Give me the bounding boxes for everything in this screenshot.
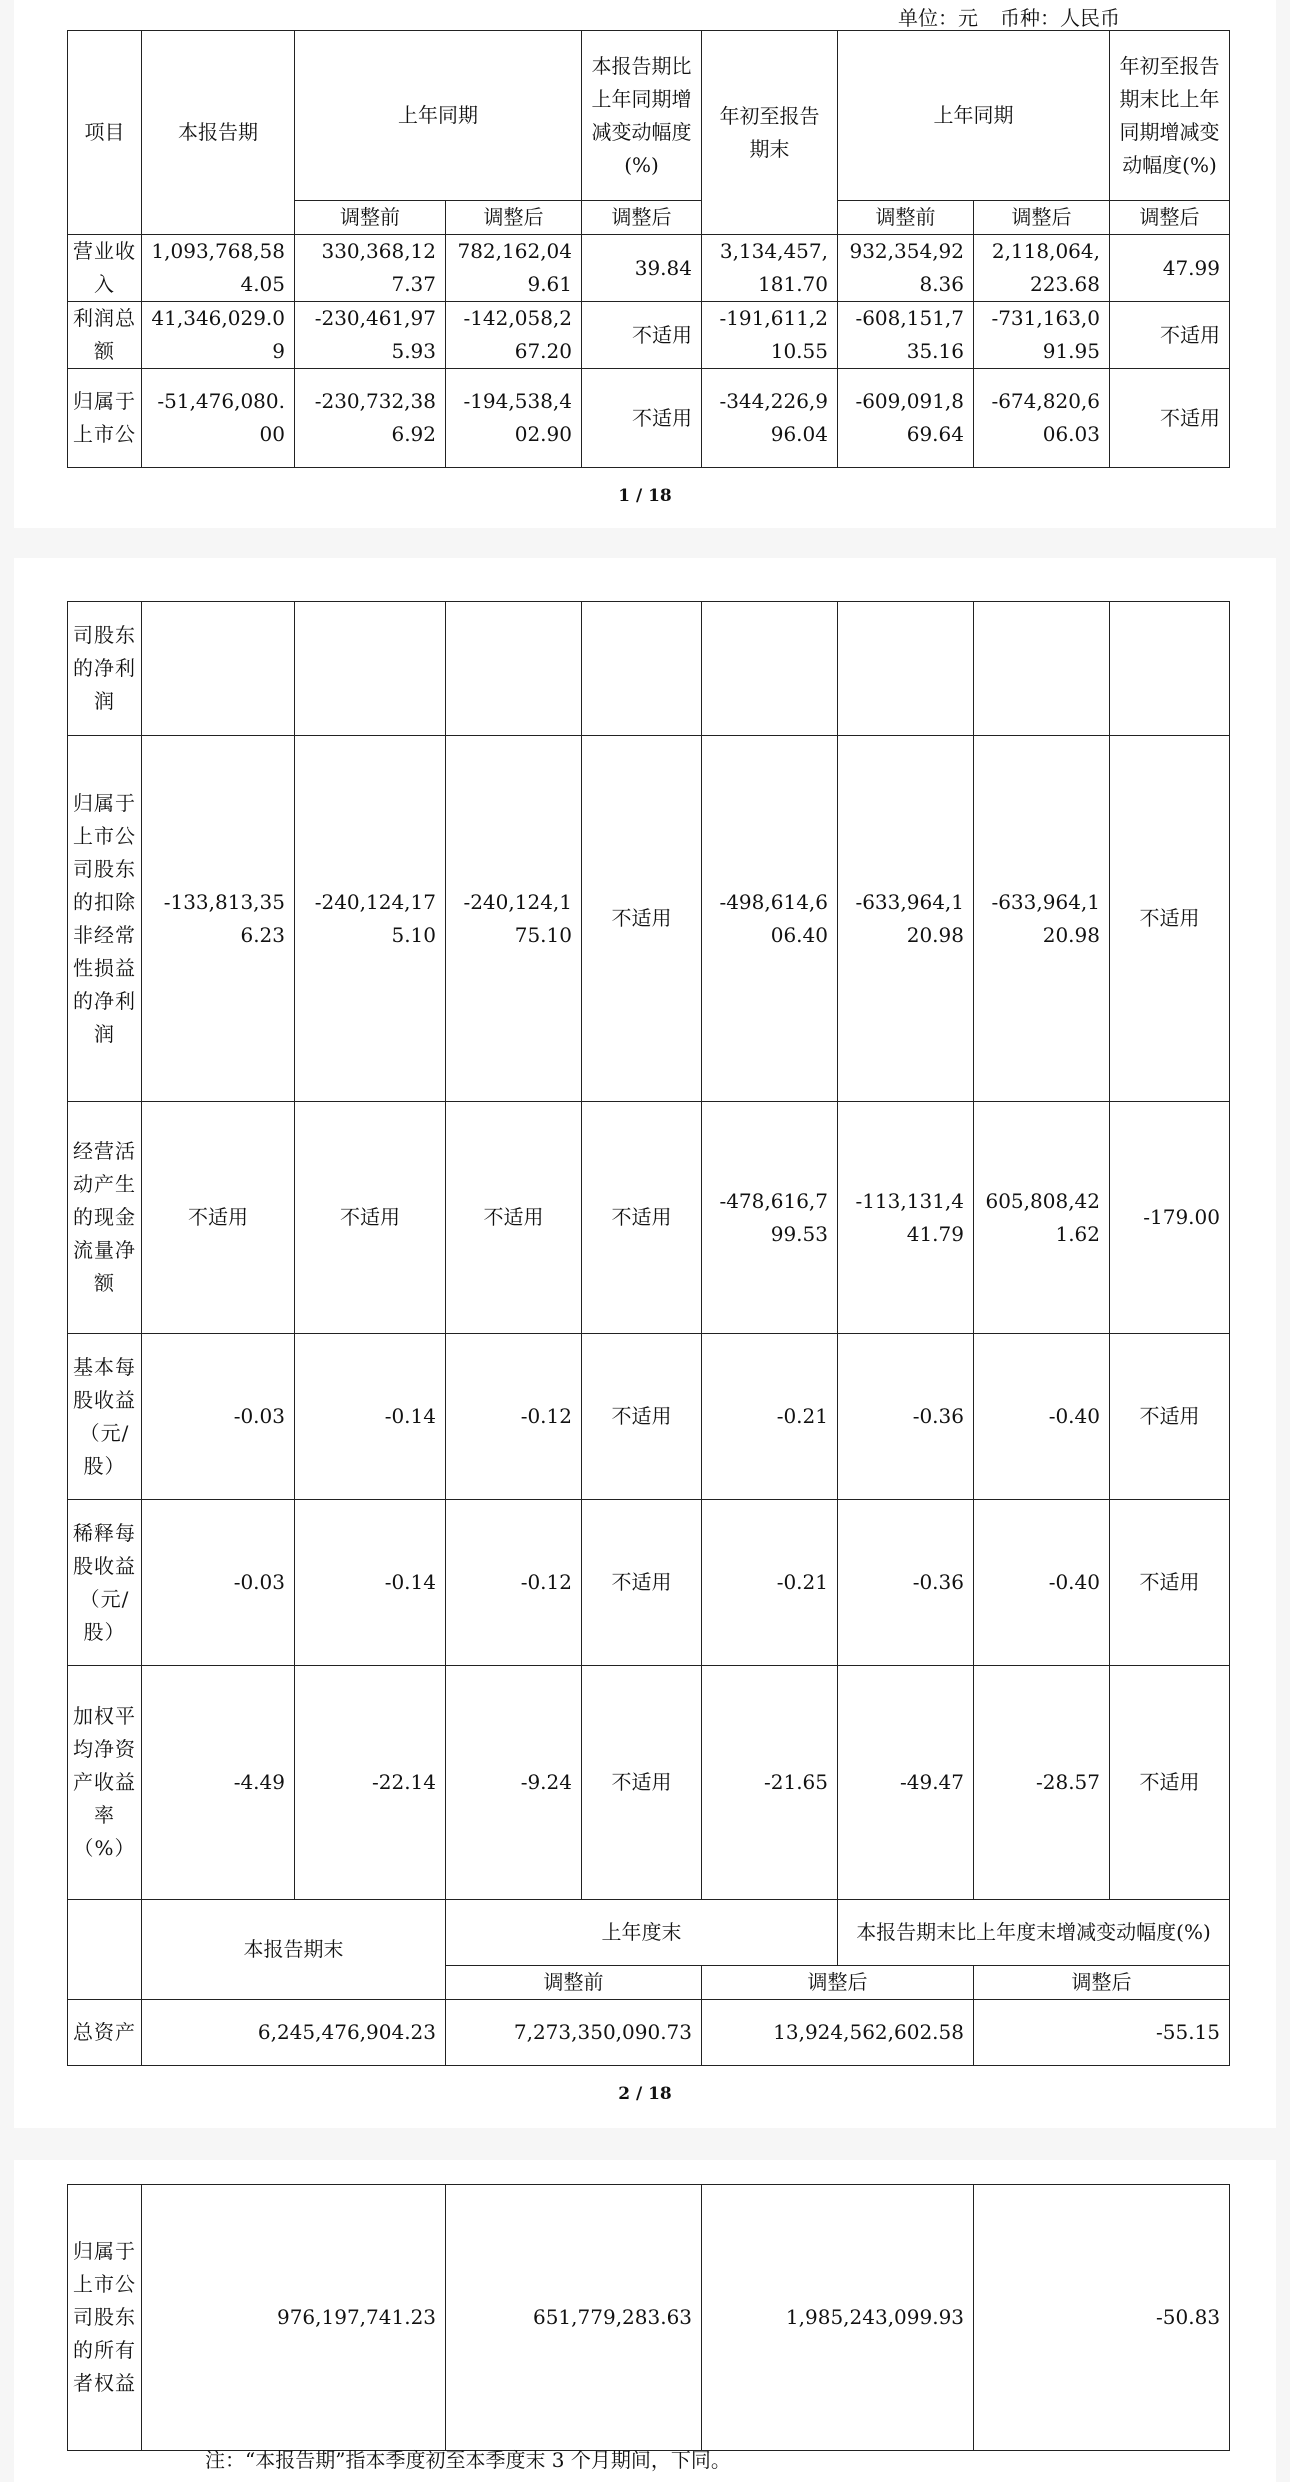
equity-table [67, 2184, 1230, 2451]
unit-label: 单位：元 [898, 6, 978, 30]
footnote: 注：“本报告期”指本季度初至本季度末 3 个月期间，下同。 [205, 2448, 731, 2472]
header-after-adjust: 调整后 [446, 201, 582, 235]
cell-change: -179.00 [1110, 1102, 1230, 1334]
header-ytd: 年初至报告期末 [702, 31, 838, 235]
row-label: 基本每股收益（元/股） [68, 1334, 142, 1500]
cell-change: 不适用 [582, 1666, 702, 1900]
row-label: 加权平均净资产收益率（%） [68, 1666, 142, 1900]
cell-change: 不适用 [582, 1102, 702, 1334]
cell-before-adjust: -0.14 [295, 1500, 446, 1666]
cell-current-period: -0.03 [142, 1500, 295, 1666]
header-last-year-same-period: 上年同期 [295, 31, 582, 201]
row-label: 归属于上市公司股东的所有者权益 [68, 2185, 142, 2451]
cell-after-adjust: 782,162,049.61 [446, 235, 582, 302]
header-change-ytd: 年初至报告期末比上年同期增减变动幅度(%) [1110, 31, 1230, 201]
header-period-end: 本报告期末 [142, 1900, 446, 2000]
cell-before-adjust: -230,732,386.92 [295, 369, 446, 468]
cell-before-adjust: 不适用 [295, 1102, 446, 1334]
cell-current-period: 1,093,768,584.05 [142, 235, 295, 302]
report-page-2 [14, 558, 1276, 2128]
header-after-adjust: 调整后 [702, 1966, 974, 2000]
table-row [68, 736, 1230, 1102]
header-current-period: 本报告期 [142, 31, 295, 235]
currency-label: 币种：人民币 [1000, 6, 1120, 30]
cell-ytd: -191,611,210.55 [702, 302, 838, 369]
key-financial-data-table [67, 30, 1230, 468]
cell-period-end: 6,245,476,904.23 [142, 2000, 446, 2066]
cell-before-adjust: -22.14 [295, 1666, 446, 1900]
cell-before-adjust: -113,131,441.79 [838, 1102, 974, 1334]
cell-after-adjust: 1,985,243,099.93 [702, 2185, 974, 2451]
cell-before-adjust: -49.47 [838, 1666, 974, 1900]
cell-after-adjust: 2,118,064,223.68 [974, 235, 1110, 302]
cell-current-period [142, 602, 295, 736]
cell-change: 不适用 [1110, 736, 1230, 1102]
table-row [68, 369, 1230, 468]
header-before-adjust: 调整前 [838, 201, 974, 235]
cell-after-adjust: -674,820,606.03 [974, 369, 1110, 468]
table-row [68, 302, 1230, 369]
row-label: 利润总额 [68, 302, 142, 369]
header-after-adjust: 调整后 [1110, 201, 1230, 235]
table-row [68, 2185, 1230, 2451]
cell-before-adjust: -608,151,735.16 [838, 302, 974, 369]
cell-ytd: -21.65 [702, 1666, 838, 1900]
page-number: 2 / 18 [618, 2084, 672, 2104]
header-before-adjust: 调整前 [446, 1966, 702, 2000]
cell-before-adjust: 651,779,283.63 [446, 2185, 702, 2451]
cell-after-adjust [446, 602, 582, 736]
unit-currency-line [898, 2, 1120, 31]
cell-before-adjust: 7,273,350,090.73 [446, 2000, 702, 2066]
cell-change: 39.84 [582, 235, 702, 302]
cell-change: 不适用 [582, 1334, 702, 1500]
table-row [68, 235, 1230, 302]
table-row [68, 1500, 1230, 1666]
cell-change: 不适用 [582, 736, 702, 1102]
row-label: 营业收入 [68, 235, 142, 302]
cell-after-adjust [974, 602, 1110, 736]
cell-after-adjust: -0.12 [446, 1500, 582, 1666]
cell-change: -50.83 [974, 2185, 1230, 2451]
header-item: 项目 [68, 31, 142, 235]
cell-before-adjust [295, 602, 446, 736]
header-last-year-same-period-ytd: 上年同期 [838, 31, 1110, 201]
cell-current-period: -51,476,080.00 [142, 369, 295, 468]
cell-current-period: 不适用 [142, 1102, 295, 1334]
cell-ytd: -344,226,996.04 [702, 369, 838, 468]
cell-change [1110, 602, 1230, 736]
row-label: 司股东的净利润 [68, 602, 142, 736]
cell-before-adjust: 330,368,127.37 [295, 235, 446, 302]
cell-ytd: -0.21 [702, 1334, 838, 1500]
table-row [68, 1102, 1230, 1334]
row-label: 经营活动产生的现金流量净额 [68, 1102, 142, 1334]
cell-after-adjust: -142,058,267.20 [446, 302, 582, 369]
cell-before-adjust: -230,461,975.93 [295, 302, 446, 369]
cell-before-adjust: -0.14 [295, 1334, 446, 1500]
cell-after-adjust: -28.57 [974, 1666, 1110, 1900]
cell-change: -55.15 [974, 2000, 1230, 2066]
cell-ytd: -0.21 [702, 1500, 838, 1666]
table-row [68, 602, 1230, 736]
header-after-adjust: 调整后 [974, 201, 1110, 235]
cell-change: 不适用 [1110, 1500, 1230, 1666]
cell-before-adjust: 932,354,928.36 [838, 235, 974, 302]
cell-change: 不适用 [1110, 302, 1230, 369]
cell-current-period: -0.03 [142, 1334, 295, 1500]
cell-before-adjust: -0.36 [838, 1334, 974, 1500]
cell-after-adjust: -194,538,402.90 [446, 369, 582, 468]
header-empty [68, 1900, 142, 2000]
cell-after-adjust: 605,808,421.62 [974, 1102, 1110, 1334]
cell-after-adjust: -0.40 [974, 1334, 1110, 1500]
cell-current-period: -133,813,356.23 [142, 736, 295, 1102]
cell-before-adjust: -609,091,869.64 [838, 369, 974, 468]
cell-after-adjust: -9.24 [446, 1666, 582, 1900]
cell-change: 不适用 [1110, 1334, 1230, 1500]
cell-before-adjust [838, 602, 974, 736]
table-row [68, 1334, 1230, 1500]
table-row [68, 1666, 1230, 1900]
header-before-adjust: 调整前 [295, 201, 446, 235]
cell-after-adjust: -633,964,120.98 [974, 736, 1110, 1102]
report-page-1 [14, 0, 1276, 528]
cell-change: 47.99 [1110, 235, 1230, 302]
cell-after-adjust: 13,924,562,602.58 [702, 2000, 974, 2066]
row-label: 稀释每股收益（元/股） [68, 1500, 142, 1666]
header-change-period-end: 本报告期末比上年度末增减变动幅度(%) [838, 1900, 1230, 1966]
cell-change [582, 602, 702, 736]
cell-before-adjust: -0.36 [838, 1500, 974, 1666]
cell-ytd [702, 602, 838, 736]
row-label: 归属于上市公 [68, 369, 142, 468]
row-label: 总资产 [68, 2000, 142, 2066]
row-label: 归属于上市公司股东的扣除非经常性损益的净利润 [68, 736, 142, 1102]
header-after-adjust: 调整后 [974, 1966, 1230, 2000]
cell-period-end: 976,197,741.23 [142, 2185, 446, 2451]
cell-before-adjust: -633,964,120.98 [838, 736, 974, 1102]
header-change-current: 本报告期比上年同期增减变动幅度(%) [582, 31, 702, 201]
cell-ytd: -478,616,799.53 [702, 1102, 838, 1334]
cell-ytd: 3,134,457,181.70 [702, 235, 838, 302]
cell-after-adjust: -0.12 [446, 1334, 582, 1500]
cell-after-adjust: 不适用 [446, 1102, 582, 1334]
cell-after-adjust: -240,124,175.10 [446, 736, 582, 1102]
report-page-3 [14, 2160, 1276, 2482]
cell-after-adjust: -731,163,091.95 [974, 302, 1110, 369]
cell-before-adjust: -240,124,175.10 [295, 736, 446, 1102]
key-financial-data-table-continued [67, 601, 1230, 2066]
header-last-year-end: 上年度末 [446, 1900, 838, 1966]
cell-change: 不适用 [582, 369, 702, 468]
cell-change: 不适用 [1110, 1666, 1230, 1900]
cell-ytd: -498,614,606.40 [702, 736, 838, 1102]
cell-after-adjust: -0.40 [974, 1500, 1110, 1666]
cell-change: 不适用 [582, 1500, 702, 1666]
cell-current-period: -4.49 [142, 1666, 295, 1900]
page-number: 1 / 18 [618, 486, 672, 506]
cell-change: 不适用 [582, 302, 702, 369]
cell-change: 不适用 [1110, 369, 1230, 468]
cell-current-period: 41,346,029.09 [142, 302, 295, 369]
header-after-adjust: 调整后 [582, 201, 702, 235]
table-row [68, 2000, 1230, 2066]
